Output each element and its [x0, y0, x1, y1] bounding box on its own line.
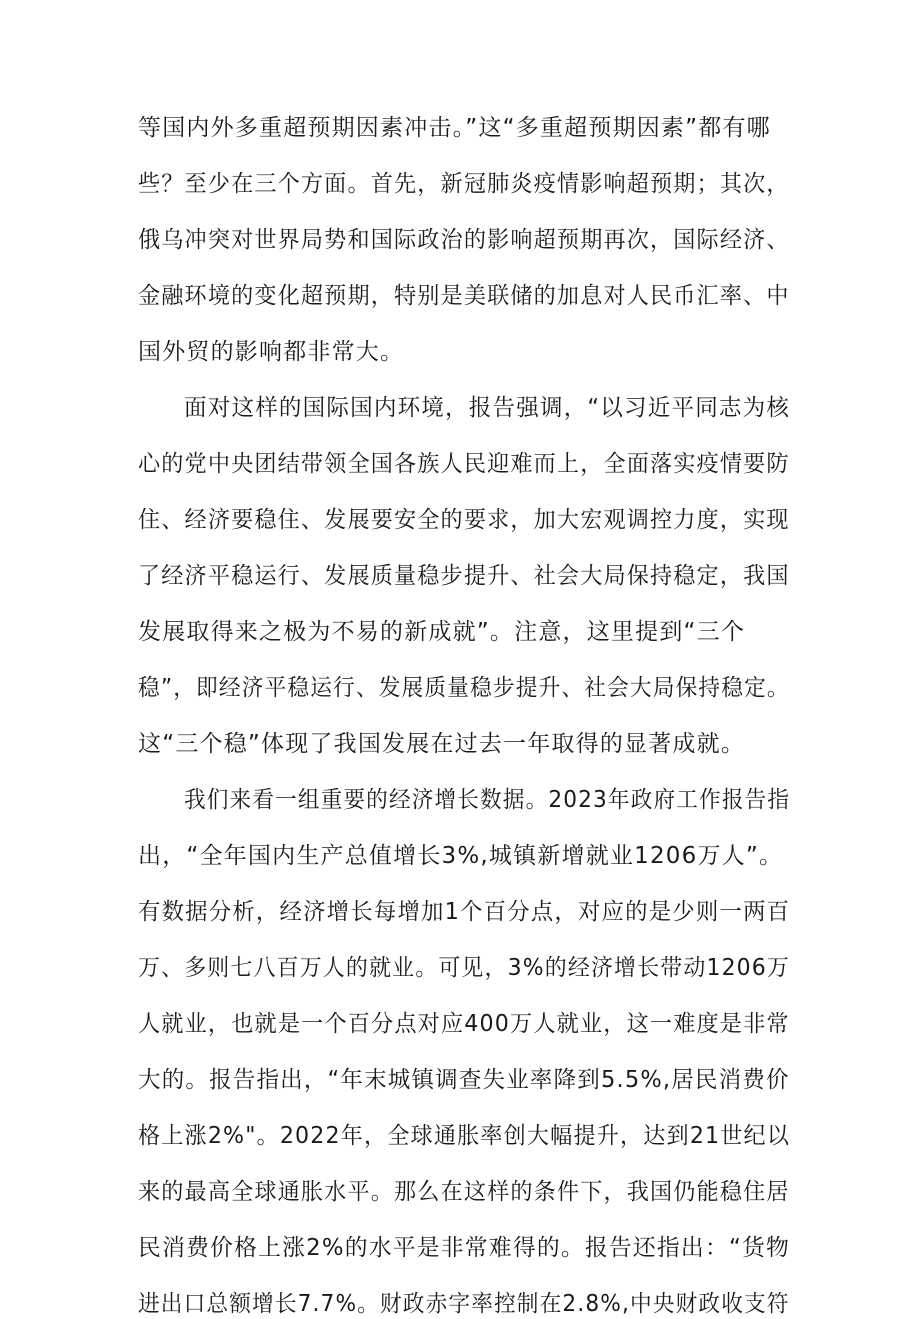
- text-line: 了经济平稳运行、发展质量稳步提升、社会大局保持稳定，我国: [138, 563, 790, 589]
- text-line: 这“三个稳”体现了我国发展在过去一年取得的显著成就。: [138, 731, 746, 757]
- text-line: 住、经济要稳住、发展要安全的要求，加大宏观调控力度，实现: [138, 507, 790, 533]
- text-line: 些？至少在三个方面。首先，新冠肺炎疫情影响超预期；其次，: [138, 171, 790, 197]
- text-line: 俄乌冲突对世界局势和国际政治的影响超预期再次，国际经济、: [138, 227, 790, 253]
- text-line: 格上涨2%"。2022年，全球通胀率创大幅提升，达到21世纪以: [138, 1123, 791, 1149]
- text-line: 发展取得来之极为不易的新成就”。注意，这里提到“三个: [138, 619, 746, 645]
- text-line: 民消费价格上涨2%的水平是非常难得的。报告还指出：“货物: [138, 1235, 791, 1261]
- paragraph-start-line: 面对这样的国际国内环境，报告强调，“以习近平同志为核: [184, 395, 791, 421]
- text-line: 人就业，也就是一个百分点对应400万人就业，这一难度是非常: [138, 1011, 790, 1037]
- text-line: 金融环境的变化超预期，特别是美联储的加息对人民币汇率、中: [138, 283, 790, 309]
- text-line: 大的。报告指出，“年末城镇调查失业率降到5.5%,居民消费价: [138, 1067, 790, 1093]
- text-line: 来的最高全球通胀水平。那么在这样的条件下，我国仍能稳住居: [138, 1179, 790, 1205]
- text-line: 出，“全年国内生产总值增长3%,城镇新增就业1206万人”。: [138, 843, 784, 869]
- text-line: 等国内外多重超预期因素冲击。”这“多重超预期因素”都有哪: [138, 115, 771, 141]
- text-line: 进出口总额增长7.7%。财政赤字率控制在2.8%,中央财政收支符: [138, 1291, 790, 1317]
- text-line: 有数据分析，经济增长每增加1个百分点，对应的是少则一两百: [138, 899, 791, 925]
- text-line: 心的党中央团结带领全国各族人民迎难而上，全面落实疫情要防: [138, 451, 790, 477]
- text-line: 万、多则七八百万人的就业。可见，3%的经济增长带动1206万: [138, 955, 791, 981]
- text-line: 稳”，即经济平稳运行、发展质量稳步提升、社会大局保持稳定。: [138, 675, 790, 701]
- text-line: 国外贸的影响都非常大。: [138, 339, 405, 365]
- paragraph-start-line: 我们来看一组重要的经济增长数据。2023年政府工作报告指: [184, 787, 791, 813]
